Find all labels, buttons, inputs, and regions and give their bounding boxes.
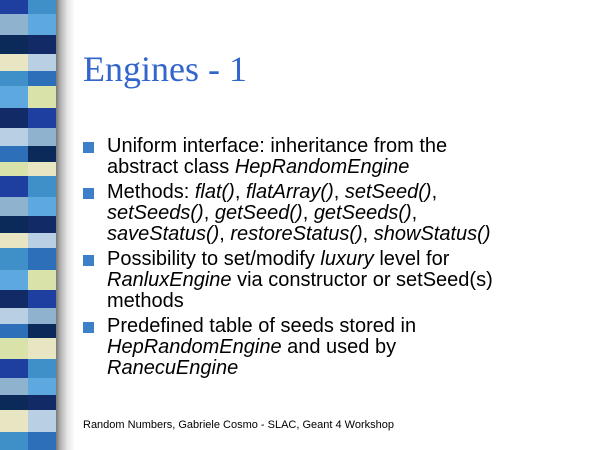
strip-block <box>0 233 28 248</box>
bullet-text-run: RanluxEngine <box>107 269 232 291</box>
strip-block <box>0 162 28 176</box>
strip-block <box>28 248 56 270</box>
bullet-text-run: , <box>431 181 438 203</box>
bullet-text-run: HepRandomEngine <box>234 156 410 178</box>
bullet-text-run: getSeed() <box>214 202 303 224</box>
strip-block <box>28 233 56 248</box>
strip-block <box>28 395 56 410</box>
bullet-text-run: setSeeds() <box>107 202 204 224</box>
strip-block <box>0 270 28 290</box>
bullet-text-run: , <box>219 223 231 245</box>
strip-block <box>28 197 56 216</box>
strip-block <box>28 35 56 54</box>
bullet-text-run: flatArray() <box>245 181 334 203</box>
bullet-text-run: , <box>362 223 374 245</box>
strip-block <box>28 0 56 14</box>
strip-block <box>0 128 28 146</box>
bullet-text-run: methods <box>107 290 184 312</box>
bullet-text-run: Uniform interface: inheritance from the <box>107 135 448 157</box>
strip-block <box>0 410 28 432</box>
strip-block <box>0 14 28 35</box>
strip-block <box>28 338 56 359</box>
bullet-text-run: luxury <box>320 248 374 270</box>
bullet-text-run: Predefined table of seeds stored in <box>107 315 417 337</box>
strip-block <box>0 359 28 378</box>
strip-block <box>28 410 56 432</box>
bullet-text-run: RanecuEngine <box>107 357 239 379</box>
strip-block <box>28 14 56 35</box>
bullet-text-run: showStatus() <box>373 223 491 245</box>
bullet-item <box>83 182 583 245</box>
strip-block <box>0 324 28 338</box>
strip-block <box>28 359 56 378</box>
bullet-text-run: abstract class <box>107 156 235 178</box>
strip-block <box>28 71 56 86</box>
bullet-list <box>83 136 583 383</box>
bullet-text-run: , <box>234 181 246 203</box>
strip-block <box>28 108 56 128</box>
strip-block <box>0 176 28 197</box>
slide-footer: Random Numbers, Gabriele Cosmo - SLAC, Geant 4 Workshop <box>83 419 394 431</box>
strip-block <box>0 308 28 324</box>
bullet-text-run: , <box>333 181 345 203</box>
bullet-text-run: restoreStatus() <box>230 223 363 245</box>
bullet-text-run: getSeeds() <box>313 202 412 224</box>
bullet-text-run: HepRandomEngine <box>107 336 282 358</box>
strip-block <box>28 86 56 108</box>
bullet-text-run: via constructor or setSeed(s) <box>231 269 493 291</box>
bullet-text-run: , <box>411 202 418 224</box>
strip-block <box>28 290 56 308</box>
bullet-text-run: level for <box>373 248 450 270</box>
strip-block <box>0 108 28 128</box>
strip-block <box>28 216 56 233</box>
square-bullet-icon <box>83 188 94 199</box>
strip-block <box>28 162 56 176</box>
strip-block <box>0 0 28 14</box>
strip-block <box>28 146 56 162</box>
strip-block <box>28 128 56 146</box>
bullet-text-run: and used by <box>281 336 397 358</box>
strip-block <box>28 378 56 395</box>
bullet-item <box>83 316 583 379</box>
bullet-text-run: Possibility to set/modify <box>107 248 321 270</box>
bullet-item <box>83 249 583 312</box>
strip-block <box>0 54 28 71</box>
strip-block <box>0 432 28 450</box>
strip-block <box>28 270 56 290</box>
strip-block <box>0 71 28 86</box>
strip-block <box>28 54 56 71</box>
strip-block <box>0 35 28 54</box>
bullet-text-run: flat() <box>194 181 235 203</box>
strip-block <box>28 308 56 324</box>
strip-block <box>28 324 56 338</box>
bullet-text-run: , <box>203 202 215 224</box>
square-bullet-icon <box>83 255 94 266</box>
strip-block <box>0 338 28 359</box>
strip-block <box>0 248 28 270</box>
slide-title: Engines - 1 <box>83 49 247 89</box>
strip-block <box>28 176 56 197</box>
strip-block <box>0 395 28 410</box>
bullet-text-run: setSeed() <box>344 181 432 203</box>
bullet-item <box>83 136 583 178</box>
strip-block <box>0 86 28 108</box>
bullet-text-run: , <box>302 202 314 224</box>
strip-block <box>28 432 56 450</box>
bullet-text-run: saveStatus() <box>107 223 220 245</box>
strip-block <box>0 378 28 395</box>
strip-block <box>0 146 28 162</box>
square-bullet-icon <box>83 322 94 333</box>
strip-block <box>0 290 28 308</box>
strip-shadow <box>56 0 75 450</box>
bullet-text-run: Methods: <box>107 181 195 203</box>
strip-block <box>0 216 28 233</box>
square-bullet-icon <box>83 142 94 153</box>
strip-block <box>0 197 28 216</box>
